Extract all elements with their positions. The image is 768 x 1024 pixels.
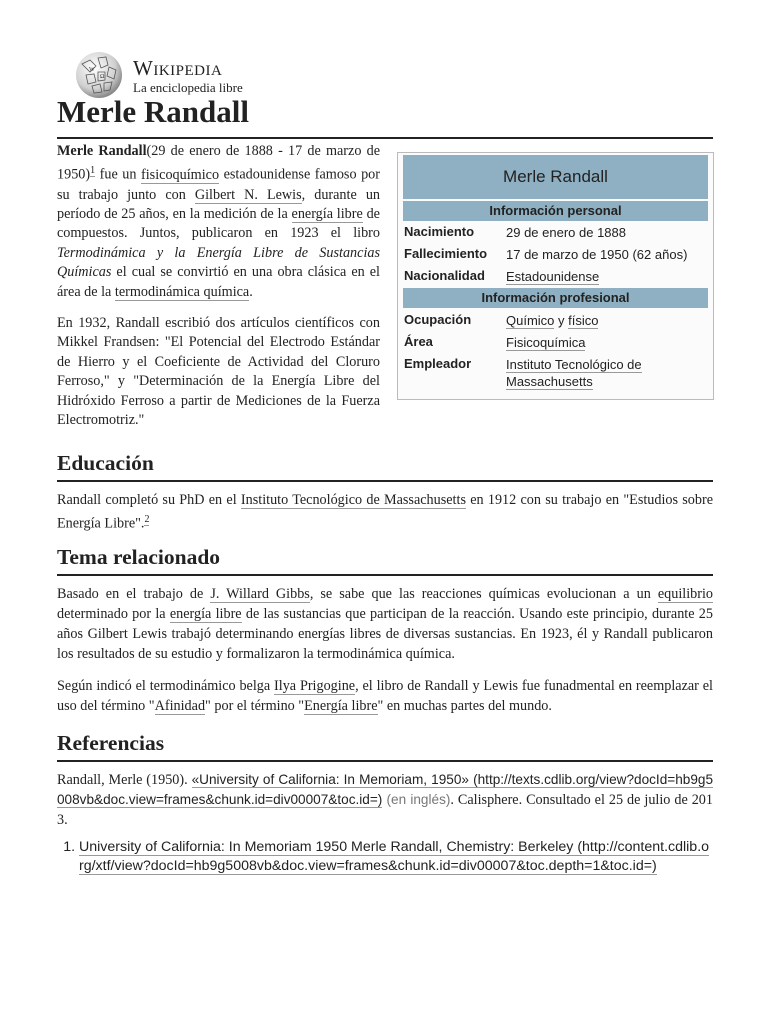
intro-paragraph-2: En 1932, Randall escribió dos artículos científicos con Mikkel Frandsen: "El Potencial del Electrodo Estándar de Hierro y el Coeficiente de Actividad del Cloruro Ferroso," y "Determinación de la Energía Libre del Hidróxido Ferroso a partir de Mediciones de la Fuerza Electromotriz.": [57, 314, 380, 429]
employer-label: Empleador: [404, 356, 472, 371]
section-related: [57, 545, 713, 728]
text: Randall, Merle (1950).: [57, 772, 192, 788]
link-fisico[interactable]: físico: [568, 313, 599, 328]
section-references: [57, 731, 713, 842]
wikipedia-logo[interactable]: [74, 50, 254, 100]
link-afinidad[interactable]: Afinidad: [154, 698, 206, 714]
heading-related: Tema relacionado: [57, 545, 713, 576]
link-energia-libre-3[interactable]: Energía libre: [304, 698, 378, 714]
related-paragraph-2: [57, 676, 713, 716]
text: de compuestos. Juntos, publicaron en 1923 el libro: [57, 205, 380, 242]
text: " en muchas partes del mundo.: [377, 698, 552, 714]
infobox: [397, 152, 714, 400]
link-estadounidense[interactable]: Estadounidense: [506, 269, 600, 284]
occupation-label: Ocupación: [404, 312, 472, 327]
link-equilibrio[interactable]: equilibrio: [657, 586, 713, 602]
link-willard-gibbs[interactable]: J. Willard Gibbs: [210, 586, 310, 602]
intro-paragraph-1: [57, 142, 380, 302]
link-energia-libre-2[interactable]: energía libre: [169, 606, 242, 622]
link-quimico[interactable]: Químico: [506, 313, 555, 328]
text: Randall completó su PhD en el: [57, 492, 241, 508]
birth-label: Nacimiento: [404, 224, 475, 239]
employer-value: [506, 356, 706, 390]
link-mit-education[interactable]: Instituto Tecnológico de Massachusetts: [240, 492, 466, 508]
text: , se sabe que las reacciones químicas evolucionan a un: [309, 586, 658, 602]
subject-name: Merle Randall: [57, 143, 147, 159]
citation-language: (en inglés): [382, 792, 451, 807]
text: y: [554, 313, 569, 328]
citation: [57, 770, 713, 830]
area-value: [506, 334, 706, 351]
link-ilya-prigogine[interactable]: Ilya Prigogine: [274, 678, 356, 694]
link-termodinamica-quimica[interactable]: termodinámica química: [114, 283, 250, 300]
book-title: Termodinámica y la Energía Libre de Sustancias Químicas: [57, 244, 380, 281]
education-paragraph: [57, 490, 713, 534]
reference-link[interactable]: University of California: In Memoriam 1950 Merle Randall, Chemistry: Berkeley (http://content.cdlib.org/xtf/view?docId=hb9g5008vb&doc.view=frames&chunk.id=div00007&toc.depth=1&toc.id=): [79, 839, 710, 874]
occupation-value: [506, 312, 706, 329]
related-paragraph-1: [57, 584, 713, 664]
link-fisicoquimica[interactable]: Fisicoquímica: [506, 335, 586, 350]
text: en 1912 con su trabajo en "Estudios sobre Energía Libre".: [57, 492, 714, 532]
birth-value: 29 de enero de 1888: [506, 225, 626, 240]
section-education: [57, 451, 713, 546]
infobox-section-personal: Información personal: [403, 201, 708, 221]
text: de las sustancias que participan de la reacción. Usando este principio, durante 25 años Gilbert Lewis trabajó determinando energías libres de diversas sustancias. En 1923, él y Randall publicaron los resultados de su estudio y formalizaron la termodinámica química.: [57, 606, 713, 662]
text: (29 de enero de 1888 - 17 de marzo de 1950): [57, 143, 381, 184]
ref-link-1[interactable]: 1: [90, 165, 96, 177]
text: el cual se convirtió en una obra clásica en el área de la: [57, 264, 380, 300]
nationality-label: Nacionalidad: [404, 268, 485, 283]
ref-link-2[interactable]: 2: [144, 514, 150, 525]
text: determinado por la: [57, 606, 170, 622]
nationality-value: [506, 268, 706, 285]
text: .: [249, 283, 253, 300]
infobox-title: Merle Randall: [403, 155, 708, 199]
infobox-section-professional: Información profesional: [403, 288, 708, 308]
link-gilbert-lewis[interactable]: Gilbert N. Lewis: [194, 186, 302, 203]
area-label: Área: [404, 334, 433, 349]
link-energia-libre[interactable]: energía libre: [291, 205, 363, 222]
reference-item: [79, 838, 713, 875]
tagline: La enciclopedia libre: [133, 80, 243, 95]
text: Basado en el trabajo de: [57, 586, 211, 602]
text: Según indicó el termodinámico belga: [57, 678, 275, 694]
text: fue un: [95, 167, 142, 184]
citation-link[interactable]: «University of California: In Memoriam, 1950» (http://texts.cdlib.org/view?docId=hb9g5008vb&doc.view=frames&chunk.id=div00007&toc.id=): [57, 772, 714, 807]
intro: [57, 142, 380, 442]
link-mit[interactable]: Instituto Tecnológico de Massachusetts: [506, 357, 642, 389]
page-title: Merle Randall: [57, 94, 249, 129]
wordmark: Wikipedia: [133, 56, 223, 80]
heading-education: Educación: [57, 451, 713, 482]
title-rule: [57, 137, 713, 139]
text: , el libro de Randall y Lewis fue funadmental en reemplazar el uso del término ": [57, 678, 713, 714]
text: , durante un período de 25 años, en la medición de la: [57, 186, 381, 222]
link-fisicoquimico[interactable]: fisicoquímico: [141, 167, 220, 184]
text: . Calisphere. Consultado el 25 de julio de 2013.: [57, 792, 713, 828]
reference-list: [57, 838, 713, 875]
svg-text:W: W: [89, 67, 95, 73]
text: estadounidense famoso por su trabajo junto con: [57, 167, 380, 203]
death-value: 17 de marzo de 1950 (62 años): [506, 247, 688, 262]
wikipedia-globe-icon: [74, 50, 124, 100]
heading-references: Referencias: [57, 731, 713, 762]
death-label: Fallecimiento: [404, 246, 488, 261]
text: " por el término ": [205, 698, 305, 714]
svg-text:Ω: Ω: [100, 74, 105, 80]
